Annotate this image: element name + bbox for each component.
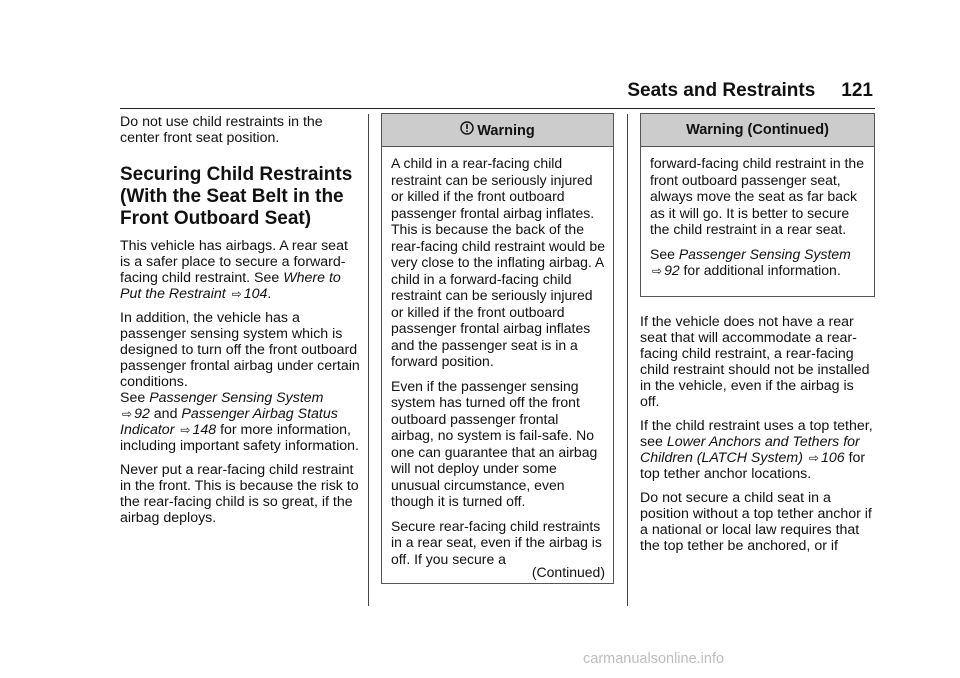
paragraph-sensing: In addition, the vehicle has a passenger sensing system which is designed to turn off the front outboard passenger frontal airbag under certain conditions. See Passenger Sensing System ⇨ 92 and Passenger Airbag Status Indicator ⇨ 148 for more information, including important safety information. [120, 310, 360, 454]
warning-box [381, 113, 614, 584]
column-divider [627, 114, 628, 606]
warning-header [382, 114, 613, 147]
column-divider [368, 114, 369, 606]
paragraph-never-rear-facing: Never put a rear-facing child restraint in the front. This is because the risk to the rear-facing child is so great, if the airbag deploys. [120, 462, 359, 526]
intro-paragraph: Do not use child restraints in the center front seat position. [120, 114, 323, 146]
warning-paragraph: Secure rear-facing child restraints in a rear seat, even if the airbag is off. If you secure a [391, 517, 602, 567]
paragraph-tether-law: Do not secure a child seat in a position without a top tether anchor if a national or local law requires that the top tether be anchored, or if [640, 490, 872, 554]
warning-continued-box [640, 113, 875, 297]
page-ref-104[interactable]: 104 [243, 286, 268, 302]
section-heading [120, 164, 360, 230]
paragraph-airbags: This vehicle has airbags. A rear seat is a safer place to secure a forward-facing child restraint. See Where to Put the Restraint ⇨ 104. [120, 238, 348, 302]
warning-continued-header: Warning (Continued) [641, 114, 874, 147]
page-ref-92[interactable]: 92 [664, 262, 680, 278]
page-reference-icon: ⇨ [231, 287, 242, 301]
link-where-to-put-restraint[interactable]: Where to Put the Restraint [120, 270, 341, 302]
warning-paragraph: A child in a rear-facing child restraint can be seriously injured or killed if the front outboard passenger frontal airbag inflates. This is because the back of the rear-facing child restraint would be very close to the inflating airbag. A child in a forward-facing child restraint can be seriously injured or killed if the front outboard passenger frontal airbag inflates and the passenger seat is in a forward position. [391, 155, 605, 369]
paragraph-top-tether: If the child restraint uses a top tether, see Lower Anchors and Tethers for Children (LATCH System) ⇨ 106 for top tether anchor locations. [640, 418, 873, 482]
page-reference-icon: ⇨ [652, 264, 663, 278]
right-column [640, 314, 875, 562]
warning-body [382, 147, 613, 567]
page-ref-148[interactable]: 148 [192, 422, 217, 438]
warning-title: Warning [477, 123, 535, 139]
warning-paragraph: Even if the passenger sensing system has turned off the front outboard passenger frontal airbag, no system is fail-safe. No one can guarantee that an airbag will not deploy under some unusual circumstance, even though it is turned off. [391, 377, 598, 509]
heading-line: Securing Child Restraints [120, 164, 353, 185]
header-rule [120, 108, 875, 109]
left-column [120, 114, 360, 534]
paragraph-no-rear-seat: If the vehicle does not have a rear seat that will accommodate a rear-facing child restraint, a rear-facing child restraint should not be installed in the vehicle, even if the airbag is off. [640, 314, 870, 410]
link-passenger-sensing-system[interactable]: Passenger Sensing System [678, 245, 851, 262]
page-ref-92[interactable]: 92 [134, 406, 150, 422]
link-passenger-sensing-system[interactable]: Passenger Sensing System [149, 390, 324, 406]
page-reference-icon: ⇨ [122, 407, 133, 421]
page-number: 121 [841, 80, 873, 101]
warning-paragraph: See Passenger Sensing System ⇨ 92 for additional information. [650, 245, 851, 278]
page-header [0, 80, 873, 102]
watermark: carmanualsonline.info [583, 651, 725, 667]
warning-icon [460, 114, 474, 146]
section-title: Seats and Restraints [627, 80, 816, 101]
warning-paragraph: forward-facing child restraint in the front outboard passenger seat, always move the seat as far back as it will go. It is better to secure the child restraint in a rear seat. [650, 155, 864, 237]
page-ref-106[interactable]: 106 [820, 450, 845, 466]
link-latch-system[interactable]: Lower Anchors and Tethers for Children (LATCH System) [640, 434, 860, 466]
page-reference-icon: ⇨ [808, 451, 819, 465]
warning-continued-body [641, 147, 874, 280]
heading-line: (With the Seat Belt in the [120, 186, 344, 207]
link-passenger-airbag-status-indicator[interactable]: Passenger Airbag Status Indicator [120, 406, 338, 438]
continued-label: (Continued) [531, 564, 605, 580]
page-reference-icon: ⇨ [180, 423, 191, 437]
heading-line: Front Outboard Seat) [120, 208, 312, 229]
